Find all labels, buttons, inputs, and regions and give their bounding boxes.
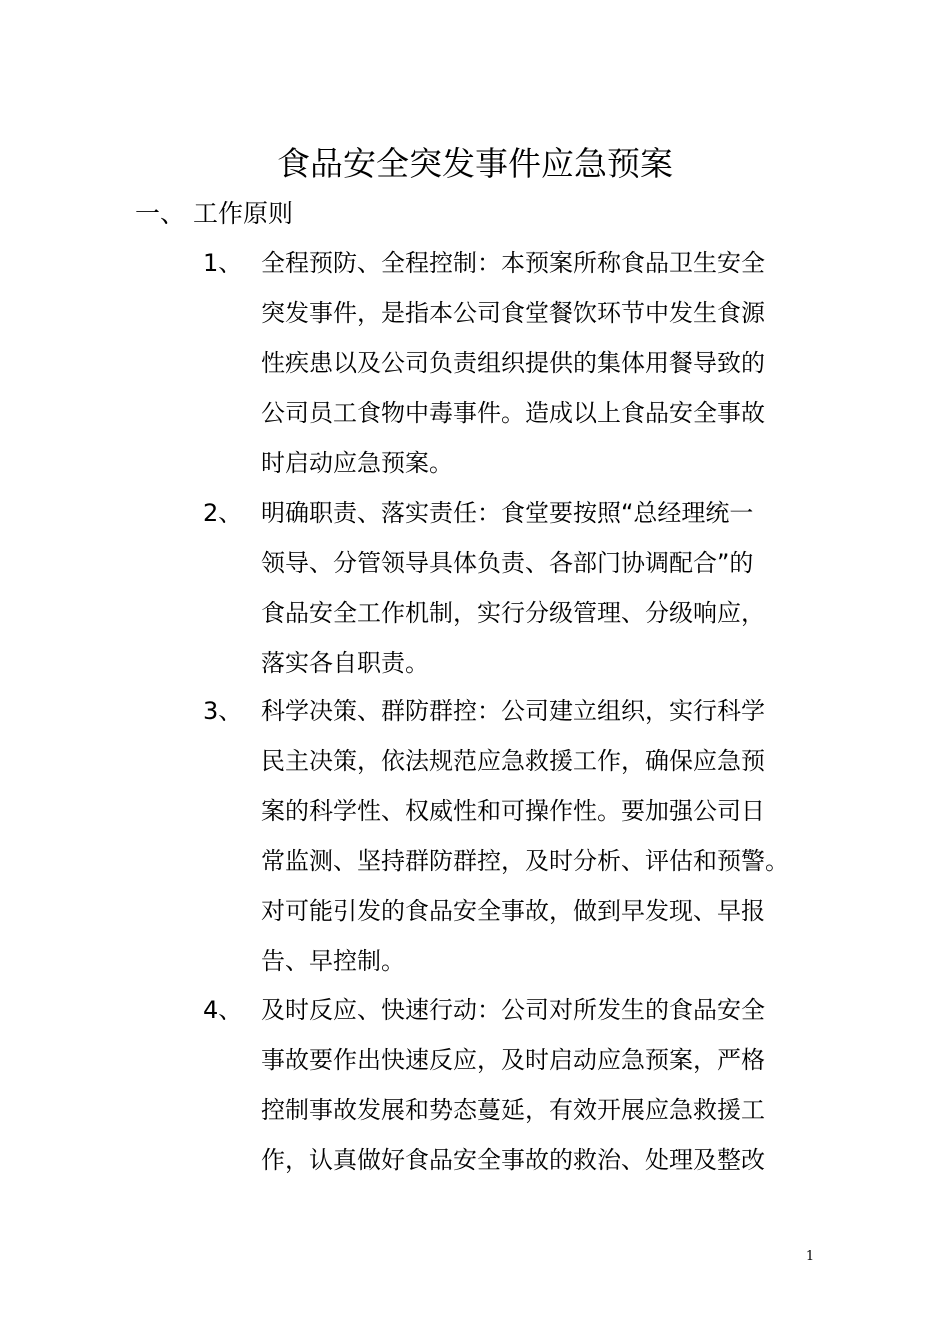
- item-number: 3、: [203, 697, 243, 725]
- text-line: 科学决策、群防群控：公司建立组织，实行科学: [261, 697, 765, 725]
- text-line: 控制事故发展和势态蔓延，有效开展应急救援工: [261, 1096, 765, 1124]
- item-text: [261, 985, 841, 1185]
- item-text: [261, 238, 841, 488]
- text-line: 食品安全工作机制，实行分级管理、分级响应，: [261, 599, 765, 627]
- text-line: 时启动应急预案。: [261, 449, 453, 477]
- page-number: 1: [805, 1249, 815, 1264]
- item-number: 1、: [203, 249, 243, 277]
- item-number: 4、: [203, 996, 243, 1024]
- section-title: 工作原则: [193, 199, 294, 228]
- text-line: 常监测、坚持群防群控，及时分析、评估和预警。: [261, 847, 789, 875]
- text-line: 全程预防、全程控制：本预案所称食品卫生安全: [261, 249, 765, 277]
- document-title: 食品安全突发事件应急预案: [277, 144, 673, 183]
- text-line: 事故要作出快速反应，及时启动应急预案，严格: [261, 1046, 765, 1074]
- text-line: 公司员工食物中毒事件。造成以上食品安全事故: [261, 399, 765, 427]
- text-line: 领导、分管领导具体负责、各部门协调配合”的: [261, 549, 754, 577]
- text-line: 告、早控制。: [261, 947, 405, 975]
- item-number: 2、: [203, 499, 243, 527]
- section-heading: [135, 194, 293, 234]
- item-text: [261, 488, 841, 688]
- text-line: 民主决策，依法规范应急救援工作，确保应急预: [261, 747, 765, 775]
- text-line: 作，认真做好食品安全事故的救治、处理及整改: [261, 1146, 765, 1174]
- text-line: 明确职责、落实责任：食堂要按照“总经理统一: [261, 499, 754, 527]
- text-line: 性疾患以及公司负责组织提供的集体用餐导致的: [261, 349, 765, 377]
- text-line: 案的科学性、权威性和可操作性。要加强公司日: [261, 797, 765, 825]
- item-text: [261, 686, 841, 986]
- text-line: 突发事件，是指本公司食堂餐饮环节中发生食源: [261, 299, 765, 327]
- text-line: 对可能引发的食品安全事故，做到早发现、早报: [261, 897, 765, 925]
- text-line: 落实各自职责。: [261, 649, 429, 677]
- section-number: 一、: [135, 199, 186, 228]
- text-line: 及时反应、快速行动：公司对所发生的食品安全: [261, 996, 765, 1024]
